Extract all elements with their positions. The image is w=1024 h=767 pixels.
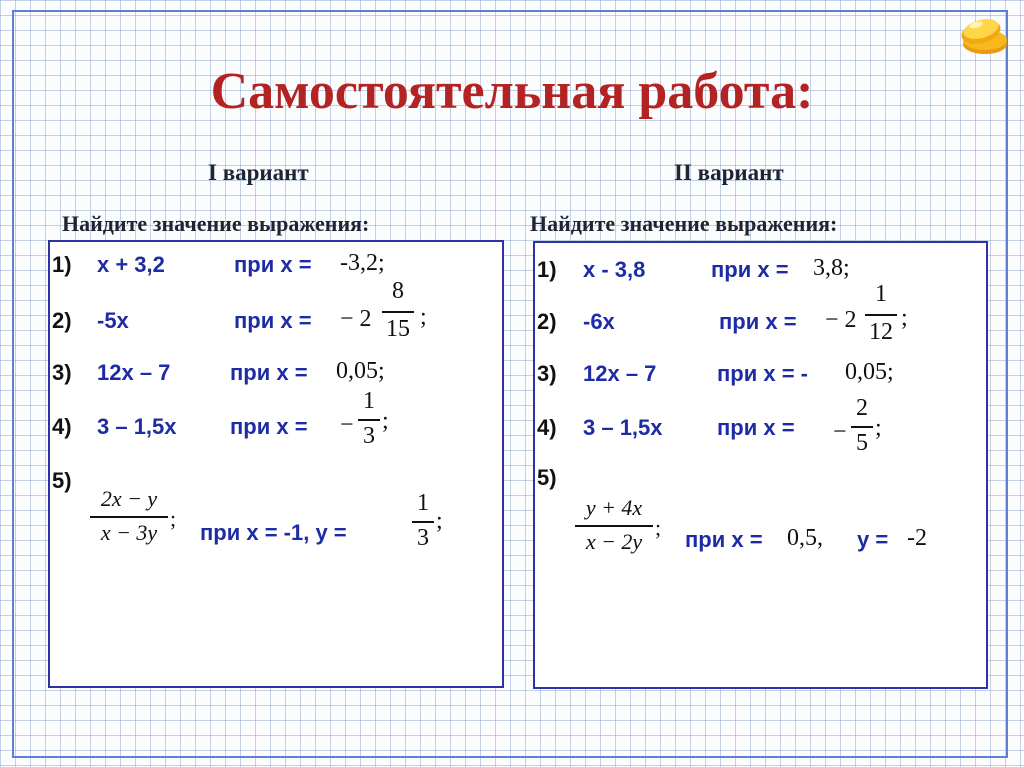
v2-item-2-condition: при x = xyxy=(719,309,797,334)
v1-item-2 xyxy=(52,278,427,342)
v1-item-3-expression: 12x – 7 xyxy=(97,360,171,385)
v2-item-4-numerator: 2 xyxy=(856,395,868,421)
v2-item-4-denominator: 5 xyxy=(856,430,868,456)
v2-item-4-fraction xyxy=(851,395,873,463)
v2-item-5 xyxy=(537,465,927,554)
v2-item-2-number: 2) xyxy=(537,309,557,334)
v1-item-5-denominator: 3 xyxy=(417,525,429,551)
v2-item-5-expr-end: ; xyxy=(655,515,662,540)
v2-item-3-condition: при x = - xyxy=(717,361,808,386)
v2-item-3 xyxy=(537,359,894,387)
v1-item-2-number: 2) xyxy=(52,308,72,333)
v1-item-5-end: ; xyxy=(436,508,443,534)
v1-item-1-condition: при x = xyxy=(234,252,312,277)
v1-item-3-condition: при x = xyxy=(230,360,308,385)
v1-item-4-sign: − xyxy=(340,412,354,438)
v2-item-5-value-2: -2 xyxy=(907,525,927,551)
variant-1-panel xyxy=(48,240,504,688)
variant-1-heading: I вариант xyxy=(208,160,309,185)
v2-item-3-value: 0,05; xyxy=(845,359,894,385)
variant-2-heading: II вариант xyxy=(674,160,784,185)
fraction-bar xyxy=(382,311,414,313)
variant-1-task: Найдите значение выражения: xyxy=(62,211,370,236)
page-title: Самостоятельная работа: xyxy=(210,63,814,120)
v1-item-1-expression: x + 3,2 xyxy=(97,252,165,277)
v2-item-5-number: 5) xyxy=(537,465,557,490)
v2-item-5-expr-numerator: y + 4x xyxy=(585,495,643,520)
v2-item-1 xyxy=(537,255,850,283)
v1-item-5-fraction xyxy=(412,490,434,556)
v1-item-5-numerator: 1 xyxy=(417,490,429,516)
v2-item-1-number: 1) xyxy=(537,257,557,282)
v1-item-2-end: ; xyxy=(420,304,427,330)
v2-item-5-expression-fraction xyxy=(575,495,653,561)
v1-item-5-expression-fraction xyxy=(90,486,168,552)
v1-item-4-denominator: 3 xyxy=(363,423,375,449)
v2-item-2-whole: − 2 xyxy=(825,307,857,333)
v2-item-4-sign: − xyxy=(833,419,847,445)
v1-item-4-numerator: 1 xyxy=(363,388,375,414)
v2-item-4-end: ; xyxy=(875,415,882,441)
v1-item-4-expression: 3 – 1,5x xyxy=(97,414,177,439)
variant-2-task: Найдите значение выражения: xyxy=(530,211,838,236)
v2-item-4-expression: 3 – 1,5x xyxy=(583,415,663,440)
fraction-bar xyxy=(412,521,434,523)
v2-item-5-condition-2: y = xyxy=(857,527,889,552)
v1-item-4-end: ; xyxy=(382,408,389,434)
v1-item-1-value: -3,2; xyxy=(340,250,385,276)
v1-item-3-value: 0,05; xyxy=(336,358,385,384)
v1-item-2-condition: при x = xyxy=(234,308,312,333)
coin-stack-icon xyxy=(955,10,1013,58)
fraction-bar xyxy=(358,419,380,421)
v2-item-2-numerator: 1 xyxy=(875,281,887,307)
fraction-bar xyxy=(865,314,897,316)
v1-item-1 xyxy=(52,250,385,278)
v1-item-3 xyxy=(52,358,385,386)
v1-item-2-whole: − 2 xyxy=(340,306,372,332)
v2-item-3-expression: 12x – 7 xyxy=(583,361,657,386)
v2-item-2-end: ; xyxy=(901,305,908,331)
v1-item-2-fraction xyxy=(382,278,414,350)
v1-item-4-fraction xyxy=(358,388,380,456)
variant-2-panel xyxy=(533,241,988,689)
v2-item-2-denominator: 12 xyxy=(869,319,893,345)
v2-item-2-fraction xyxy=(865,281,897,353)
v2-item-1-expression: x - 3,8 xyxy=(583,257,646,282)
v2-item-5-condition: при x = xyxy=(685,527,763,552)
v2-item-4 xyxy=(537,395,882,456)
v2-item-4-condition: при x = xyxy=(717,415,795,440)
v1-item-5-condition: при x = -1, y = xyxy=(200,520,347,545)
fraction-bar xyxy=(575,525,653,527)
v2-item-2 xyxy=(537,281,908,345)
v2-item-4-number: 4) xyxy=(537,415,557,440)
v1-item-5-expr-numerator: 2x − y xyxy=(100,486,158,511)
v1-item-4 xyxy=(52,388,389,449)
v1-item-4-condition: при x = xyxy=(230,414,308,439)
v1-item-5 xyxy=(52,468,443,551)
v1-item-4-number: 4) xyxy=(52,414,72,439)
v1-item-2-expression: -5x xyxy=(97,308,129,333)
v1-item-3-number: 3) xyxy=(52,360,72,385)
v1-item-5-expr-end: ; xyxy=(170,506,177,531)
v1-item-2-numerator: 8 xyxy=(392,278,404,304)
v2-item-2-expression: -6x xyxy=(583,309,615,334)
fraction-bar xyxy=(851,426,873,428)
fraction-bar xyxy=(90,516,168,518)
v1-item-1-number: 1) xyxy=(52,252,72,277)
v2-item-3-number: 3) xyxy=(537,361,557,386)
v2-item-5-value: 0,5, xyxy=(787,525,823,551)
v1-item-5-expr-denominator: x − 3y xyxy=(100,520,158,545)
v1-item-5-number: 5) xyxy=(52,468,72,493)
v1-item-2-denominator: 15 xyxy=(386,316,410,342)
v2-item-5-expr-denominator: x − 2y xyxy=(585,529,643,554)
v2-item-1-condition: при x = xyxy=(711,257,789,282)
v2-item-1-value: 3,8; xyxy=(813,255,850,281)
